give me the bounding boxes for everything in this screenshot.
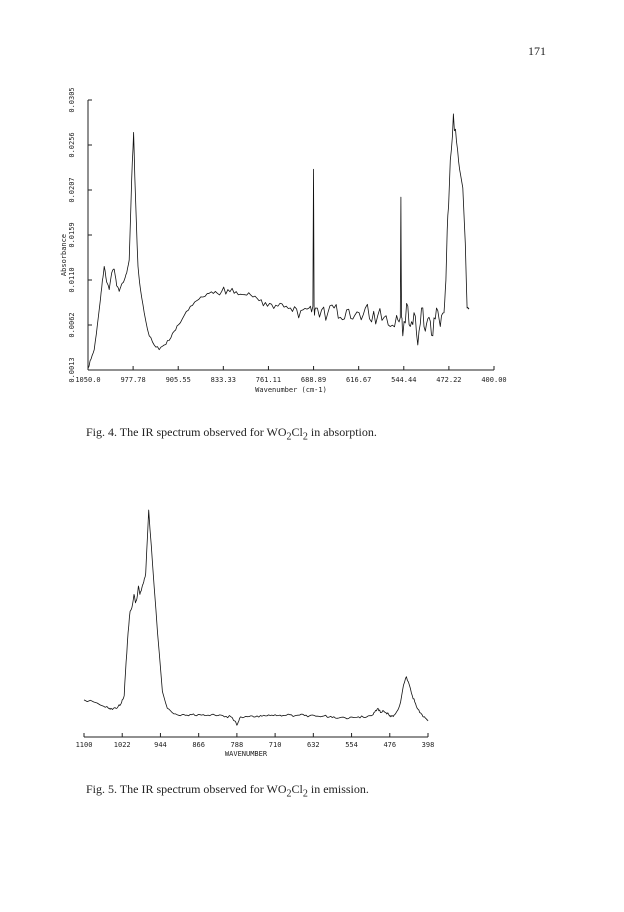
x-tick-label: 616.67: [346, 376, 372, 384]
y-tick-label: 0.0207: [68, 177, 76, 203]
x-tick-label: 1050.0: [75, 376, 101, 384]
y-tick-label: 0.0013: [68, 357, 76, 383]
fig4-absorption-spectrum: [0, 0, 624, 400]
x-tick-label: 632: [307, 741, 320, 749]
x-tick-label: 476: [383, 741, 397, 749]
x-tick-label: 688.89: [300, 376, 327, 384]
x-tick-label: 944: [154, 741, 167, 749]
y-tick-label: 0.0159: [68, 222, 76, 248]
x-tick-label: 1022: [113, 741, 131, 749]
emission-trace: [84, 510, 428, 725]
fig5-emission-spectrum: [0, 480, 624, 770]
fig4-caption: Fig. 4. The IR spectrum observed for $WO_2Cl_2$ in absorption.: [86, 425, 377, 443]
fig5-caption: Fig. 5. The IR spectrum observed for $WO_2Cl_2$ in emission.: [86, 782, 369, 800]
y-tick-label: 0.0062: [68, 312, 76, 338]
y-tick-label: 0.0256: [68, 132, 76, 158]
x-tick-label: 833.33: [210, 376, 236, 384]
absorbance-trace: [88, 114, 469, 368]
x-tick-label: 1100: [75, 741, 93, 749]
x-tick-label: 905.55: [165, 376, 191, 384]
y-axis-label: Absorbance: [60, 233, 68, 277]
page-number: 171: [528, 44, 546, 58]
x-tick-label: 977.78: [120, 376, 146, 384]
y-tick-label: 0.0110: [68, 267, 76, 293]
x-axis-label: WAVENUMBER: [224, 750, 268, 758]
x-tick-label: 866: [192, 741, 205, 749]
x-axis-label: Wavenumber (cm-1): [255, 386, 327, 394]
x-tick-label: 544.44: [391, 376, 417, 384]
y-tick-label: 0.0305: [68, 87, 76, 113]
x-tick-label: 400.00: [481, 376, 507, 384]
x-tick-label: 554: [345, 741, 358, 749]
x-tick-label: 710: [268, 741, 282, 749]
x-tick-label: 761.11: [255, 376, 282, 384]
x-tick-label: 472.22: [436, 376, 462, 384]
x-tick-label: 398: [421, 741, 435, 749]
x-tick-label: 788: [230, 741, 244, 749]
